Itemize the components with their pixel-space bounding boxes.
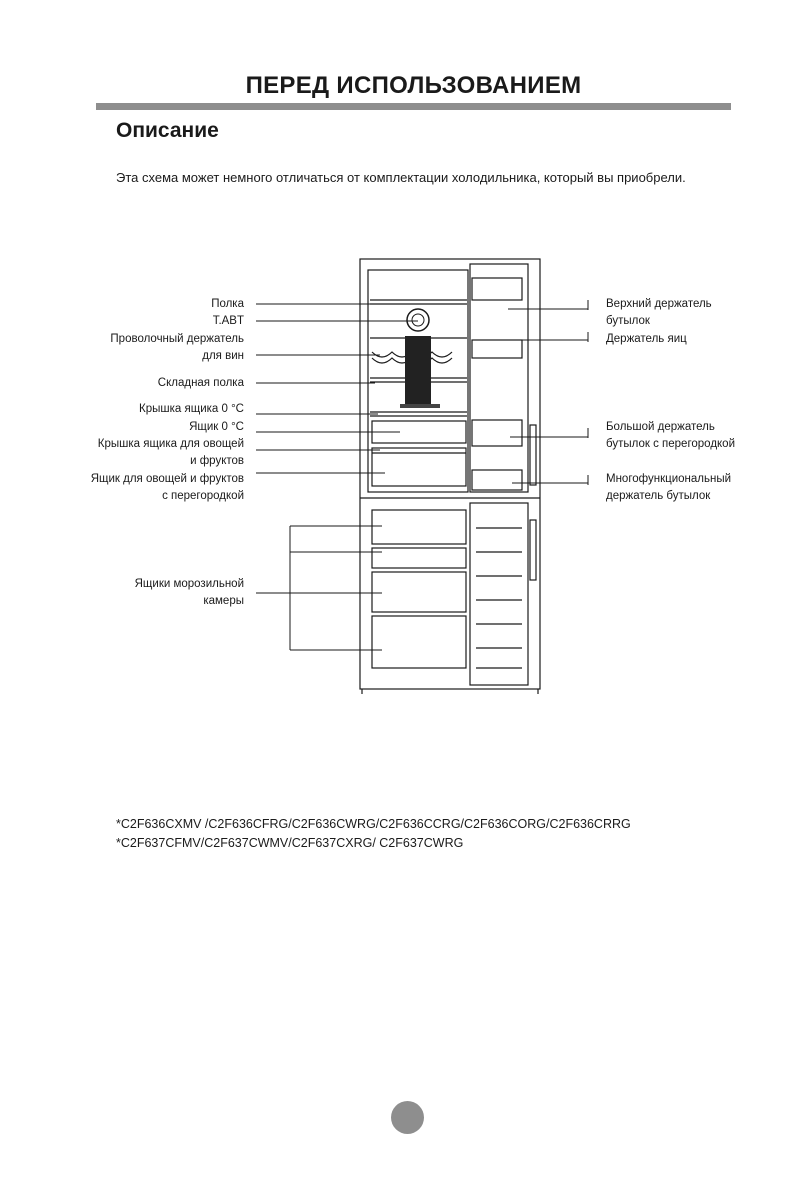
label-zero-box-lid: Крышка ящика 0 °C: [139, 403, 244, 415]
label-freezer-drawers-2: камеры: [203, 595, 244, 607]
label-veg-box-2: с перегородкой: [162, 490, 244, 502]
page-title: ПЕРЕД ИСПОЛЬЗОВАНИЕМ: [245, 72, 582, 99]
label-upper-bottle-holder-2: бутылок: [606, 315, 650, 327]
label-wine-holder-2: для вин: [202, 350, 244, 362]
tabt-dial: [407, 309, 429, 331]
label-zero-box: Ящик 0 °C: [189, 421, 244, 433]
label-egg-holder: Держатель яиц: [606, 333, 687, 345]
label-shelf: Полка: [211, 298, 244, 310]
section-title: Описание: [116, 119, 219, 142]
label-multi-bottle-holder-2: держатель бутылок: [606, 490, 711, 502]
model-list: [116, 815, 631, 853]
label-freezer-drawers: Ящики морозильной: [134, 578, 244, 590]
label-upper-bottle-holder: Верхний держатель: [606, 298, 712, 310]
section-intro: Эта схема может немного отличаться от комплектации холодильника, который вы приобрели.: [116, 170, 686, 185]
label-large-bottle-holder: Большой держатель: [606, 421, 715, 433]
label-multi-bottle-holder: Многофункциональный: [606, 473, 732, 485]
fridge-door: [470, 264, 528, 492]
label-tabt: T.ABT: [212, 315, 244, 327]
label-wine-holder: Проволочный держатель: [110, 333, 244, 345]
freezer-handle: [530, 520, 536, 580]
page-number-dot: [391, 1101, 424, 1134]
model-line-2: *C2F637CFMV/C2F637CWMV/C2F637CXRG/ C2F637CWRG: [116, 836, 464, 850]
model-line-1: *C2F636CXMV /C2F636CFRG/C2F636CWRG/C2F636CCRG/C2F636CORG/C2F636CRRG: [116, 817, 631, 831]
label-veg-lid: Крышка ящика для овощей: [97, 438, 244, 450]
label-large-bottle-holder-2: бутылок с перегородкой: [606, 438, 736, 450]
freezer-door: [470, 503, 528, 685]
label-veg-box: Ящик для овощей и фруктов: [90, 473, 244, 485]
wine-panel: [405, 336, 431, 408]
label-folding-shelf: Складная полка: [157, 377, 244, 389]
label-veg-lid-2: и фруктов: [190, 455, 244, 467]
fridge-handle: [530, 425, 536, 485]
